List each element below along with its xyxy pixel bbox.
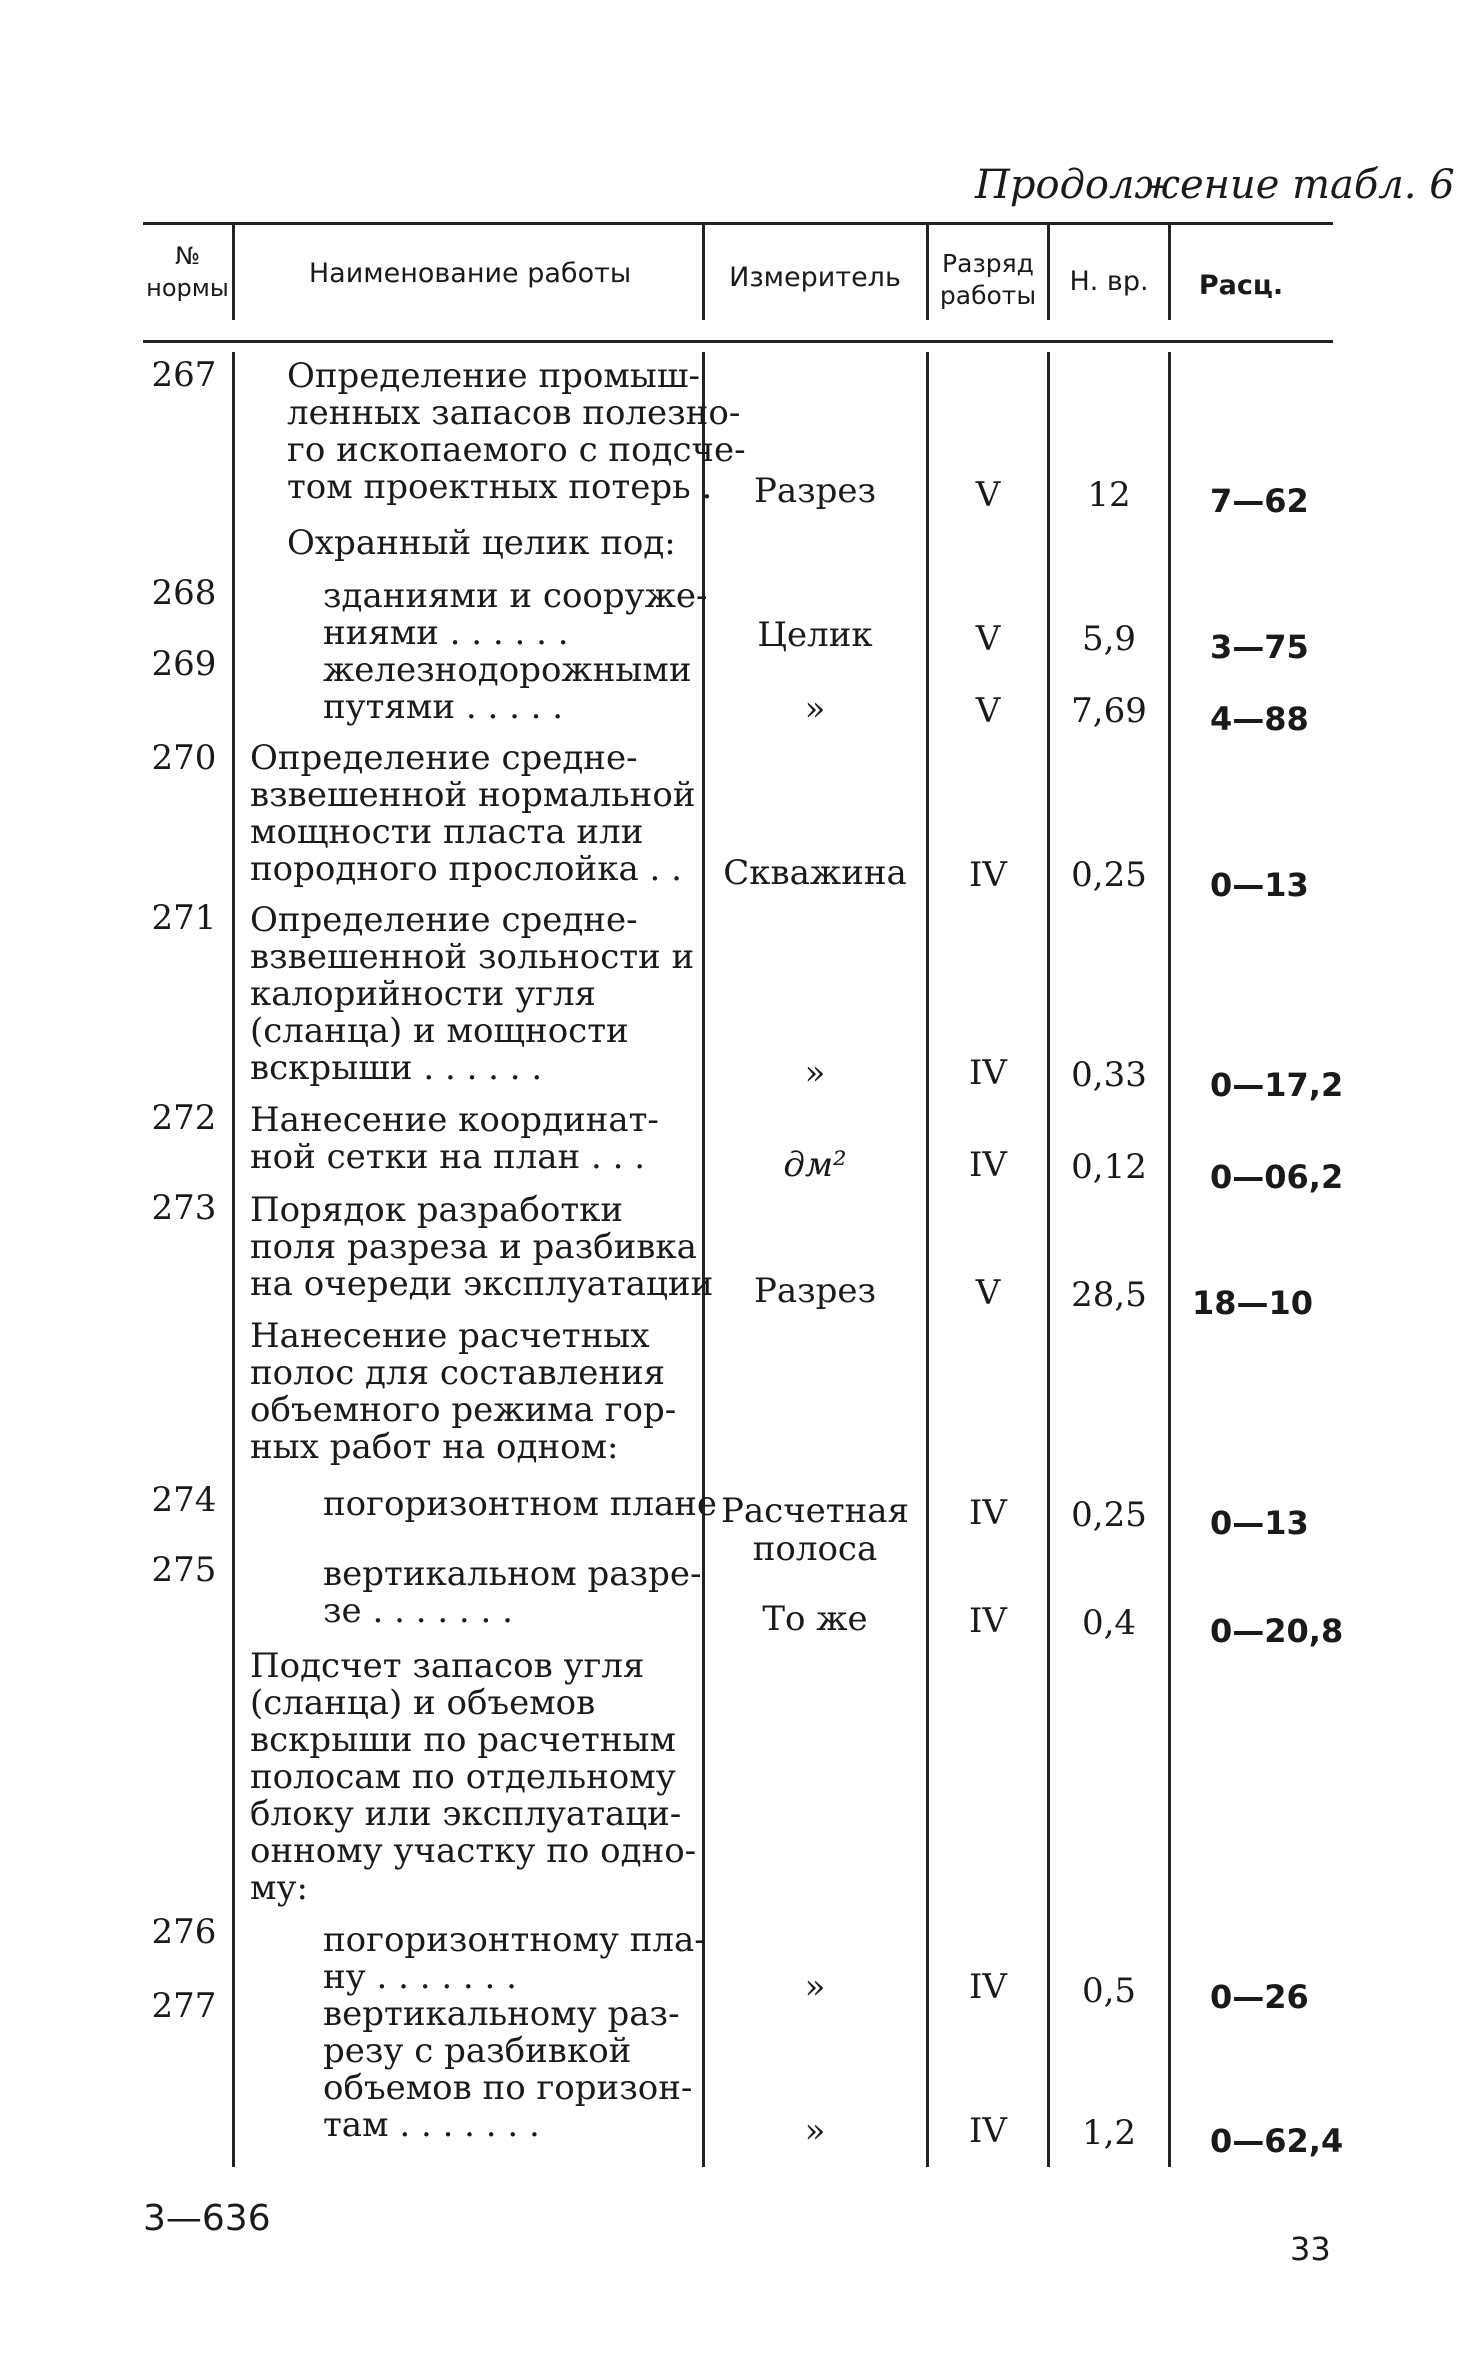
work-name: вертикальному раз- резу с разбивкой объемов по горизон- там . . . . . . . [323,1994,693,2145]
header-norm-no: № нормы [146,242,229,302]
work-name: Определение средне- взвешенной зольности и калорийности угля (сланца) и мощности вскрыши . . . . . . [250,900,695,1088]
rate-cell: 0—17,2 [1210,1066,1344,1104]
grade-cell: V [975,619,1001,659]
header-time: Н. вр. [1069,266,1149,297]
work-name: железнодорожными путями . . . . . [323,650,692,727]
time-cell: 0,5 [1081,1971,1137,2011]
time-cell: 28,5 [1071,1275,1147,1315]
time-cell: 0,12 [1071,1147,1147,1187]
rate-cell: 7—62 [1210,482,1309,520]
grade-cell: IV [969,1967,1007,2007]
norm-number: 273 [151,1188,217,1228]
norm-number: 274 [151,1480,217,1520]
rate-cell: 0—20,8 [1210,1612,1344,1650]
grade-cell: IV [969,1601,1007,1641]
rate-cell: 4—88 [1210,700,1309,738]
rate-cell: 0—06,2 [1210,1158,1344,1196]
grade-cell: V [975,475,1001,515]
rate-cell: 0—26 [1210,1978,1309,2016]
norm-number: 276 [151,1912,217,1952]
table-top-rule [143,222,1333,225]
grade-cell: IV [969,2111,1007,2151]
norm-number: 272 [151,1098,217,1138]
column-separator [232,352,235,2167]
work-name: зданиями и сооруже- ниями . . . . . . [323,576,708,653]
norm-number: 270 [151,738,217,778]
norm-number: 267 [151,355,217,395]
page-number: 33 [1290,2230,1331,2268]
header-name: Наименование работы [308,258,632,289]
column-separator [1168,352,1171,2167]
continuation-caption: Продолжение табл. 6 [975,162,1455,208]
unit-cell: Скважина [723,853,907,893]
work-name: погоризонтном плане [323,1484,718,1524]
norm-number: 271 [151,898,217,938]
time-cell: 12 [1087,475,1131,515]
group-heading: Подсчет запасов угля (сланца) и объемов вскрыши по расчетным полосам по отдельному блоку или эксплуатаци- онному участку по одно- му: [250,1646,697,1908]
grade-cell: IV [969,1493,1007,1533]
unit-cell: Разрез [753,1271,877,1311]
rate-cell: 3—75 [1210,628,1309,666]
unit-cell: Расчетная полоса [721,1491,909,1569]
header-unit: Измеритель [729,262,901,293]
norm-number: 277 [151,1986,217,2026]
unit-cell: дм² [783,1145,847,1185]
group-heading: Нанесение расчетных полос для составления объемного режима гор- ных работ на одном: [250,1316,677,1467]
rate-cell: 0—62,4 [1210,2122,1344,2160]
time-cell: 0,25 [1071,855,1147,895]
work-name: вертикальном разре- зе . . . . . . . [323,1554,702,1631]
time-cell: 7,69 [1071,691,1147,731]
header-separator [232,222,235,320]
work-name: Порядок разработки поля разреза и разбивка на очереди эксплуатации [250,1190,714,1304]
grade-cell: IV [969,1145,1007,1185]
work-name: Нанесение координат- ной сетки на план . . . [250,1100,659,1177]
grade-cell: V [975,691,1001,731]
signature-mark: 3—636 [143,2198,271,2239]
group-heading: Охранный целик под: [287,523,676,563]
unit-cell: » [804,689,826,729]
norm-number: 268 [151,573,217,613]
unit-cell: » [804,1053,826,1093]
work-name: Определение промыш- ленных запасов полезно- го ископаемого с подсче- том проектных потерь . [287,356,746,507]
rate-cell: 18—10 [1192,1284,1314,1322]
time-cell: 1,2 [1081,2113,1137,2153]
unit-cell: » [804,2111,826,2151]
header-grade: Разряд работы [939,249,1037,310]
grade-cell: IV [969,855,1007,895]
unit-cell: » [804,1967,826,2007]
rate-cell: 0—13 [1210,866,1309,904]
work-name: Определение средне- взвешенной нормальной мощности пласта или породного прослойка . . [250,738,696,889]
unit-cell: То же [762,1599,868,1639]
work-name: погоризонтному пла- ну . . . . . . . [323,1920,706,1997]
norm-number: 275 [151,1550,217,1590]
time-cell: 0,33 [1071,1055,1147,1095]
header-rate: Расц. [1198,270,1284,301]
time-cell: 0,4 [1081,1603,1137,1643]
unit-cell: Разрез [753,471,877,511]
grade-cell: IV [969,1053,1007,1093]
grade-cell: V [975,1273,1001,1313]
rate-cell: 0—13 [1210,1504,1309,1542]
header-bottom-rule [143,340,1333,343]
time-cell: 5,9 [1081,619,1137,659]
norm-number: 269 [151,644,217,684]
time-cell: 0,25 [1071,1495,1147,1535]
unit-cell: Целик [757,615,873,655]
